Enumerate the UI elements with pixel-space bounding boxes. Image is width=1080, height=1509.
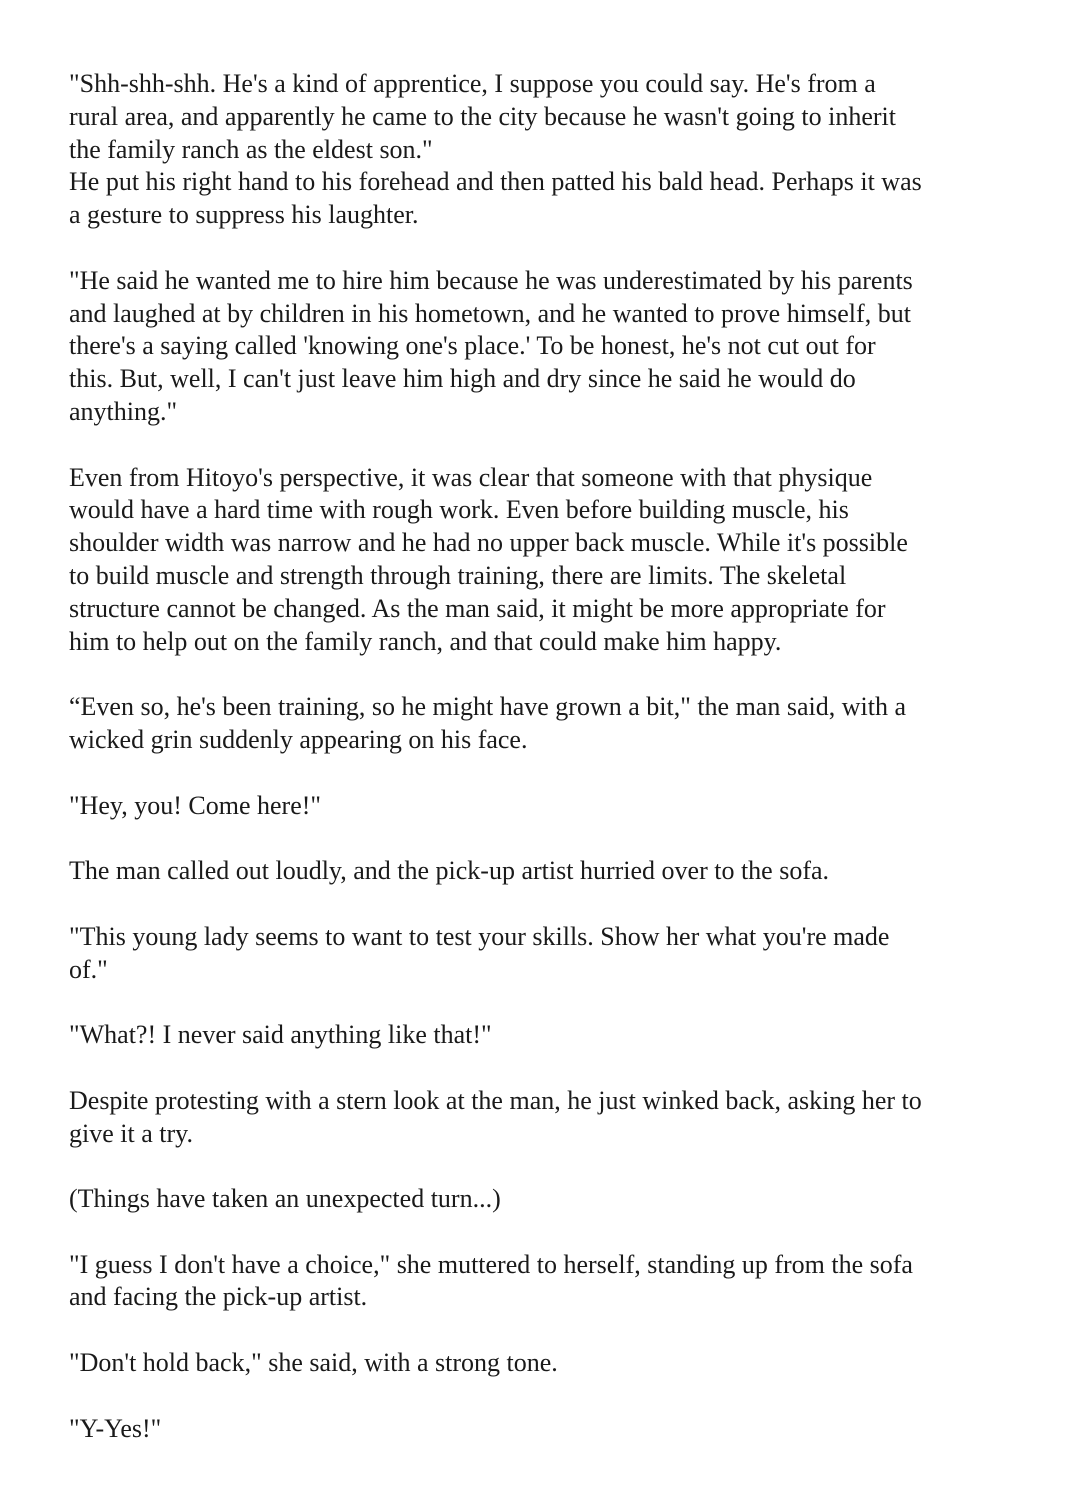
text-line: would have a hard time with rough work. Even before building muscle, his — [69, 495, 849, 525]
paragraph-11 — [69, 1249, 1019, 1315]
text-line: "He said he wanted me to hire him because he was underestimated by his parents — [69, 265, 913, 295]
paragraph-4 — [69, 691, 1019, 757]
text-line: the family ranch as the eldest son." — [69, 134, 433, 164]
text-line: "Hey, you! Come here!" — [69, 790, 322, 820]
text-line: give it a try. — [69, 1118, 193, 1148]
text-line: shoulder width was narrow and he had no upper back muscle. While it's possible — [69, 528, 908, 558]
paragraph-8 — [69, 1019, 1019, 1052]
text-line: structure cannot be changed. As the man said, it might be more appropriate for — [69, 593, 886, 623]
text-line: He put his right hand to his forehead and then patted his bald head. Perhaps it was — [69, 167, 922, 197]
text-line: and laughed at by children in his hometown, and he wanted to prove himself, but — [69, 298, 911, 328]
paragraph-1 — [69, 68, 1019, 232]
paragraph-5 — [69, 790, 1019, 823]
text-line: of." — [69, 954, 108, 984]
text-line: there's a saying called 'knowing one's place.' To be honest, he's not cut out for — [69, 331, 876, 361]
text-line: anything." — [69, 396, 178, 426]
text-line: Even from Hitoyo's perspective, it was clear that someone with that physique — [69, 462, 873, 492]
text-line: and facing the pick-up artist. — [69, 1282, 368, 1312]
paragraph-13 — [69, 1413, 1019, 1446]
text-line: "Shh-shh-shh. He's a kind of apprentice, I suppose you could say. He's from a — [69, 69, 876, 98]
text-line: him to help out on the family ranch, and that could make him happy. — [69, 626, 782, 656]
text-line: "Don't hold back," she said, with a strong tone. — [69, 1348, 558, 1378]
text-line: (Things have taken an unexpected turn...) — [69, 1184, 501, 1214]
text-line: this. But, well, I can't just leave him high and dry since he said he would do — [69, 364, 856, 394]
paragraph-12 — [69, 1347, 1019, 1380]
text-line: a gesture to suppress his laughter. — [69, 200, 419, 230]
paragraph-2 — [69, 265, 1019, 429]
document-page — [69, 68, 1019, 1445]
paragraph-10 — [69, 1183, 1019, 1216]
text-line: "What?! I never said anything like that!" — [69, 1020, 492, 1050]
paragraph-3 — [69, 462, 1019, 659]
text-line: to build muscle and strength through training, there are limits. The skeletal — [69, 560, 847, 590]
text-line: “Even so, he's been training, so he might have grown a bit," the man said, with a — [69, 692, 906, 722]
text-line: "Y-Yes!" — [69, 1413, 162, 1443]
paragraph-7 — [69, 921, 1019, 987]
text-line: The man called out loudly, and the pick-up artist hurried over to the sofa. — [69, 856, 830, 886]
paragraph-6 — [69, 855, 1019, 888]
text-line: rural area, and apparently he came to the city because he wasn't going to inherit — [69, 101, 896, 131]
text-line: "This young lady seems to want to test your skills. Show her what you're made — [69, 921, 890, 951]
text-line: Despite protesting with a stern look at the man, he just winked back, asking her to — [69, 1085, 922, 1115]
text-line: wicked grin suddenly appearing on his face. — [69, 724, 528, 754]
text-line: "I guess I don't have a choice," she muttered to herself, standing up from the sofa — [69, 1249, 913, 1279]
paragraph-9 — [69, 1085, 1019, 1151]
